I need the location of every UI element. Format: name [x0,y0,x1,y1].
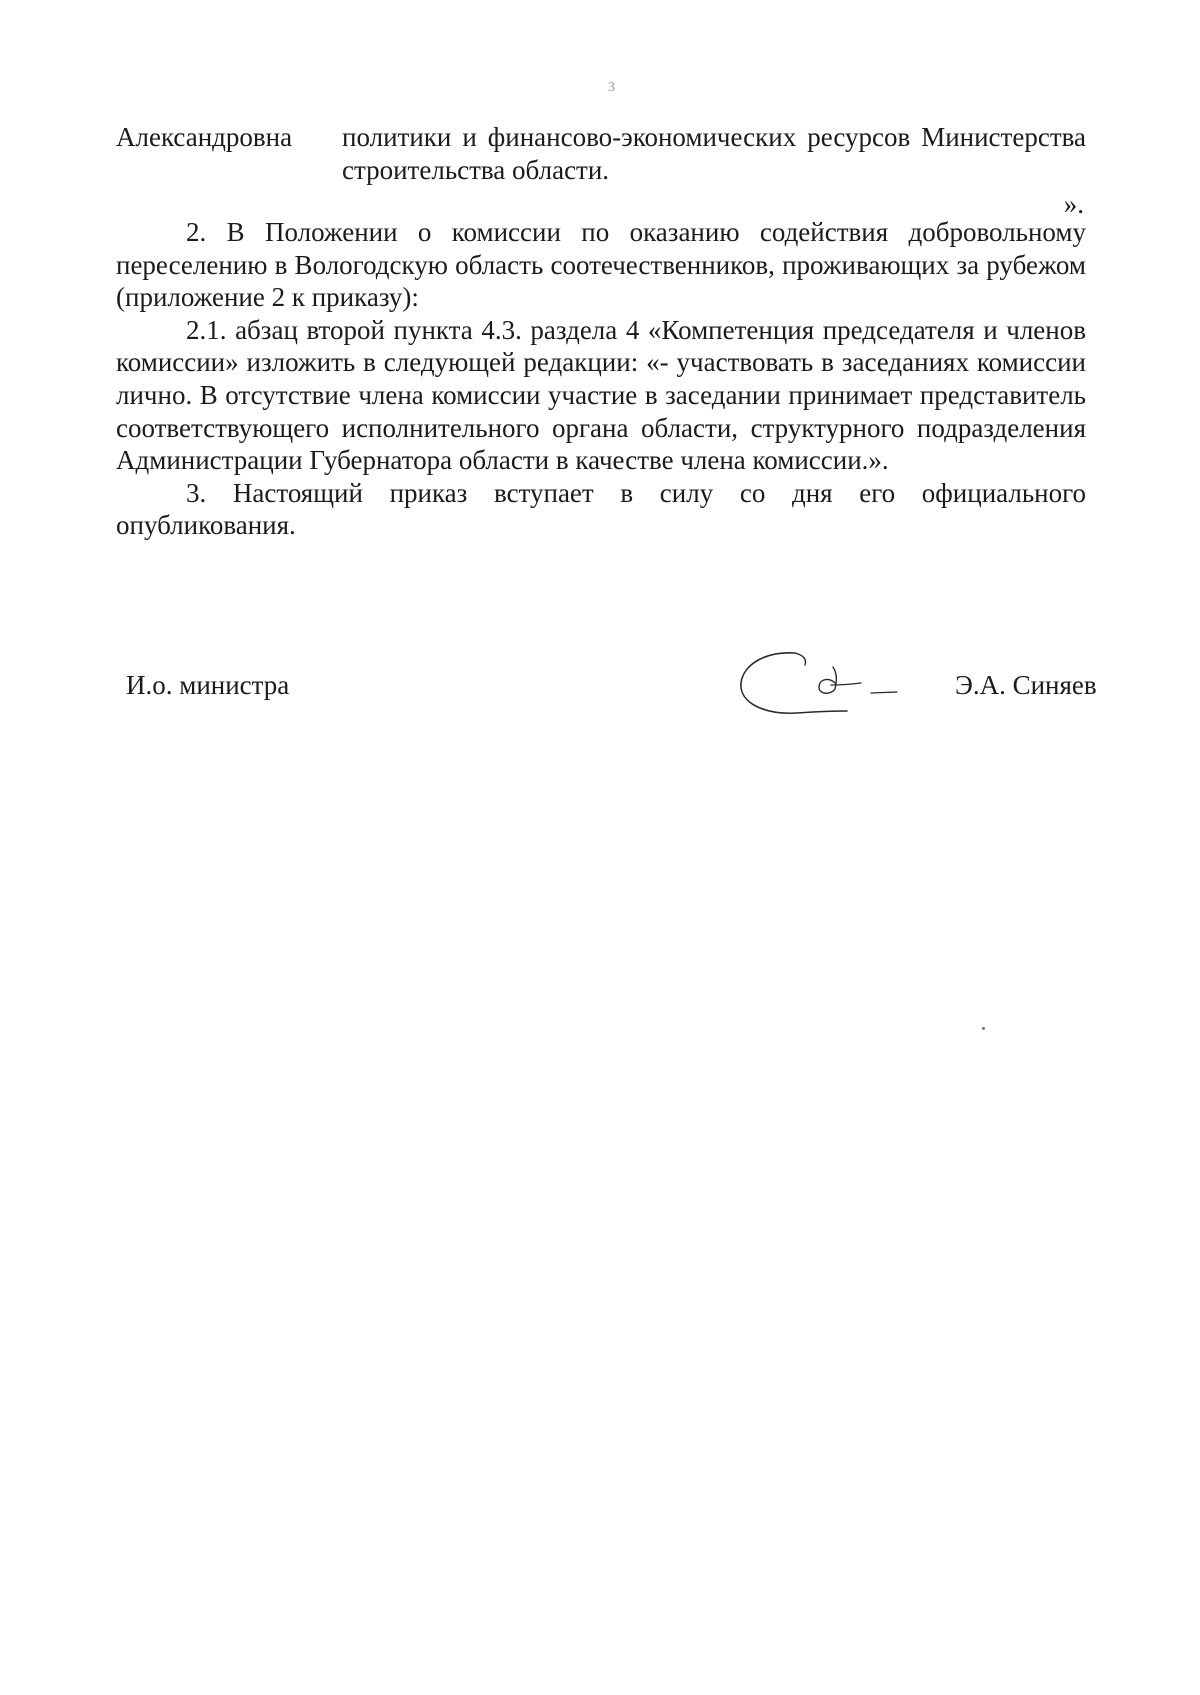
paragraph-2-1: 2.1. абзац второй пункта 4.3. раздела 4 «Компетенция председателя и членов комиссии» изложить в следующей редакции: «- участвовать в заседаниях комиссии лично. В отсутствие члена комиссии участие в заседании принимает представитель соответствующего исполнительного органа области, структурного подразделения Администрации Губернатора области в качестве члена комиссии.». [116,314,1086,476]
page-number: 3 [608,80,615,95]
member-position: политики и финансово-экономических ресурсов Министерства строительства области. [342,122,1086,185]
closing-quote: ». [1063,189,1084,219]
signature-block [0,667,1200,747]
paragraph-2: 2. В Положении о комиссии по оказанию содействия добровольному переселению в Вологодскую область соотечественников, проживающих за рубежом (приложение 2 к приказу): [116,217,1086,313]
document-body [116,216,1086,542]
paragraph-3: 3. Настоящий приказ вступает в силу со дня его официального опубликования. [116,477,1086,541]
signatory-name: Э.А. Синяев [955,670,1097,700]
handwritten-signature [735,645,905,735]
member-patronymic: Александровна [116,122,293,152]
scan-speck [982,1027,985,1030]
signatory-title: И.о. министра [126,670,290,700]
